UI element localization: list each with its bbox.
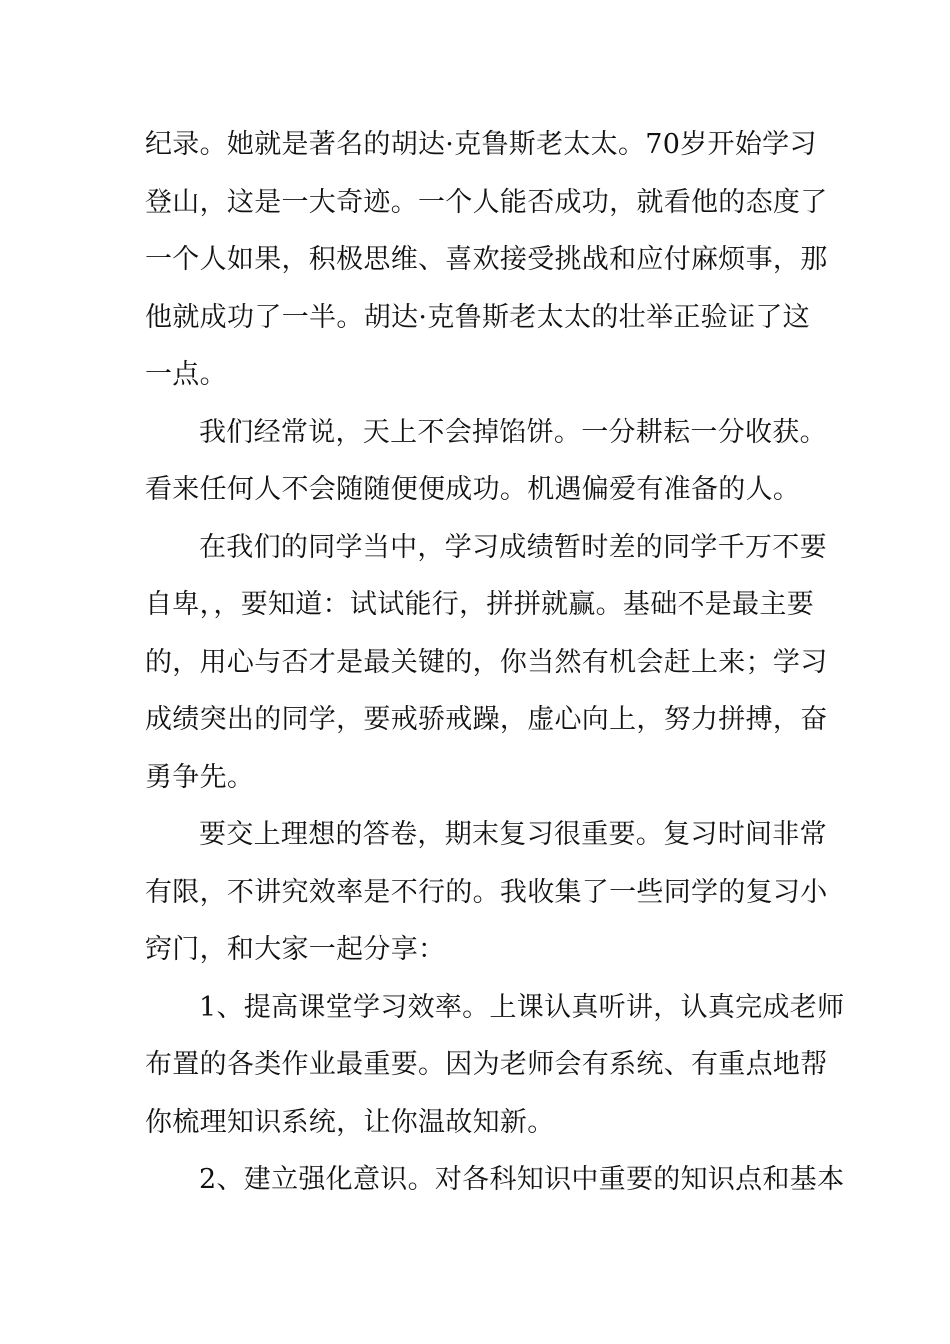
- text-line: 勇争先。: [145, 761, 255, 793]
- text-line: 有限，不讲究效率是不行的。我收集了一些同学的复习小: [145, 876, 828, 908]
- text-line: 看来任何人不会随随便便成功。机遇偏爱有准备的人。: [145, 474, 801, 505]
- document-body: [145, 116, 845, 1209]
- paragraph-first-line: 要交上理想的答卷，期末复习很重要。复习时间非常: [199, 819, 827, 850]
- text-line: 登山，这是一大奇迹。一个人能否成功，就看他的态度了: [145, 186, 828, 218]
- text-line: 一个人如果，积极思维、喜欢接受挑战和应付麻烦事，那: [145, 244, 828, 275]
- paragraph-first-line: 在我们的同学当中，学习成绩暂时差的同学千万不要: [199, 531, 827, 563]
- paragraph-first-line: 我们经常说，天上不会掉馅饼。一分耕耘一分收获。: [199, 416, 827, 448]
- paragraph-first-line: 2、建立强化意识。对各科知识中重要的知识点和基本: [199, 1164, 845, 1195]
- text-line: 布置的各类作业最重要。因为老师会有系统、有重点地帮: [145, 1049, 828, 1080]
- text-line: 一点。: [145, 359, 227, 390]
- text-line: 窍门，和大家一起分享：: [145, 934, 446, 965]
- text-line: 的，用心与否才是最关键的，你当然有机会赶上来；学习: [145, 646, 828, 678]
- text-line: 纪录。她就是著名的胡达·克鲁斯老太太。70岁开始学习: [145, 129, 817, 160]
- text-line: 自卑，，要知道：试试能行，拼拼就赢。基础不是最主要: [145, 589, 814, 620]
- text-line: 成绩突出的同学，要戒骄戒躁，虚心向上，努力拼搏，奋: [145, 704, 828, 735]
- text-line: 他就成功了一半。胡达·克鲁斯老太太的壮举正验证了这: [145, 301, 810, 333]
- text-line: 你梳理知识系统，让你温故知新。: [145, 1106, 555, 1138]
- paragraph-first-line: 1、提高课堂学习效率。上课认真听讲，认真完成老师: [199, 991, 845, 1023]
